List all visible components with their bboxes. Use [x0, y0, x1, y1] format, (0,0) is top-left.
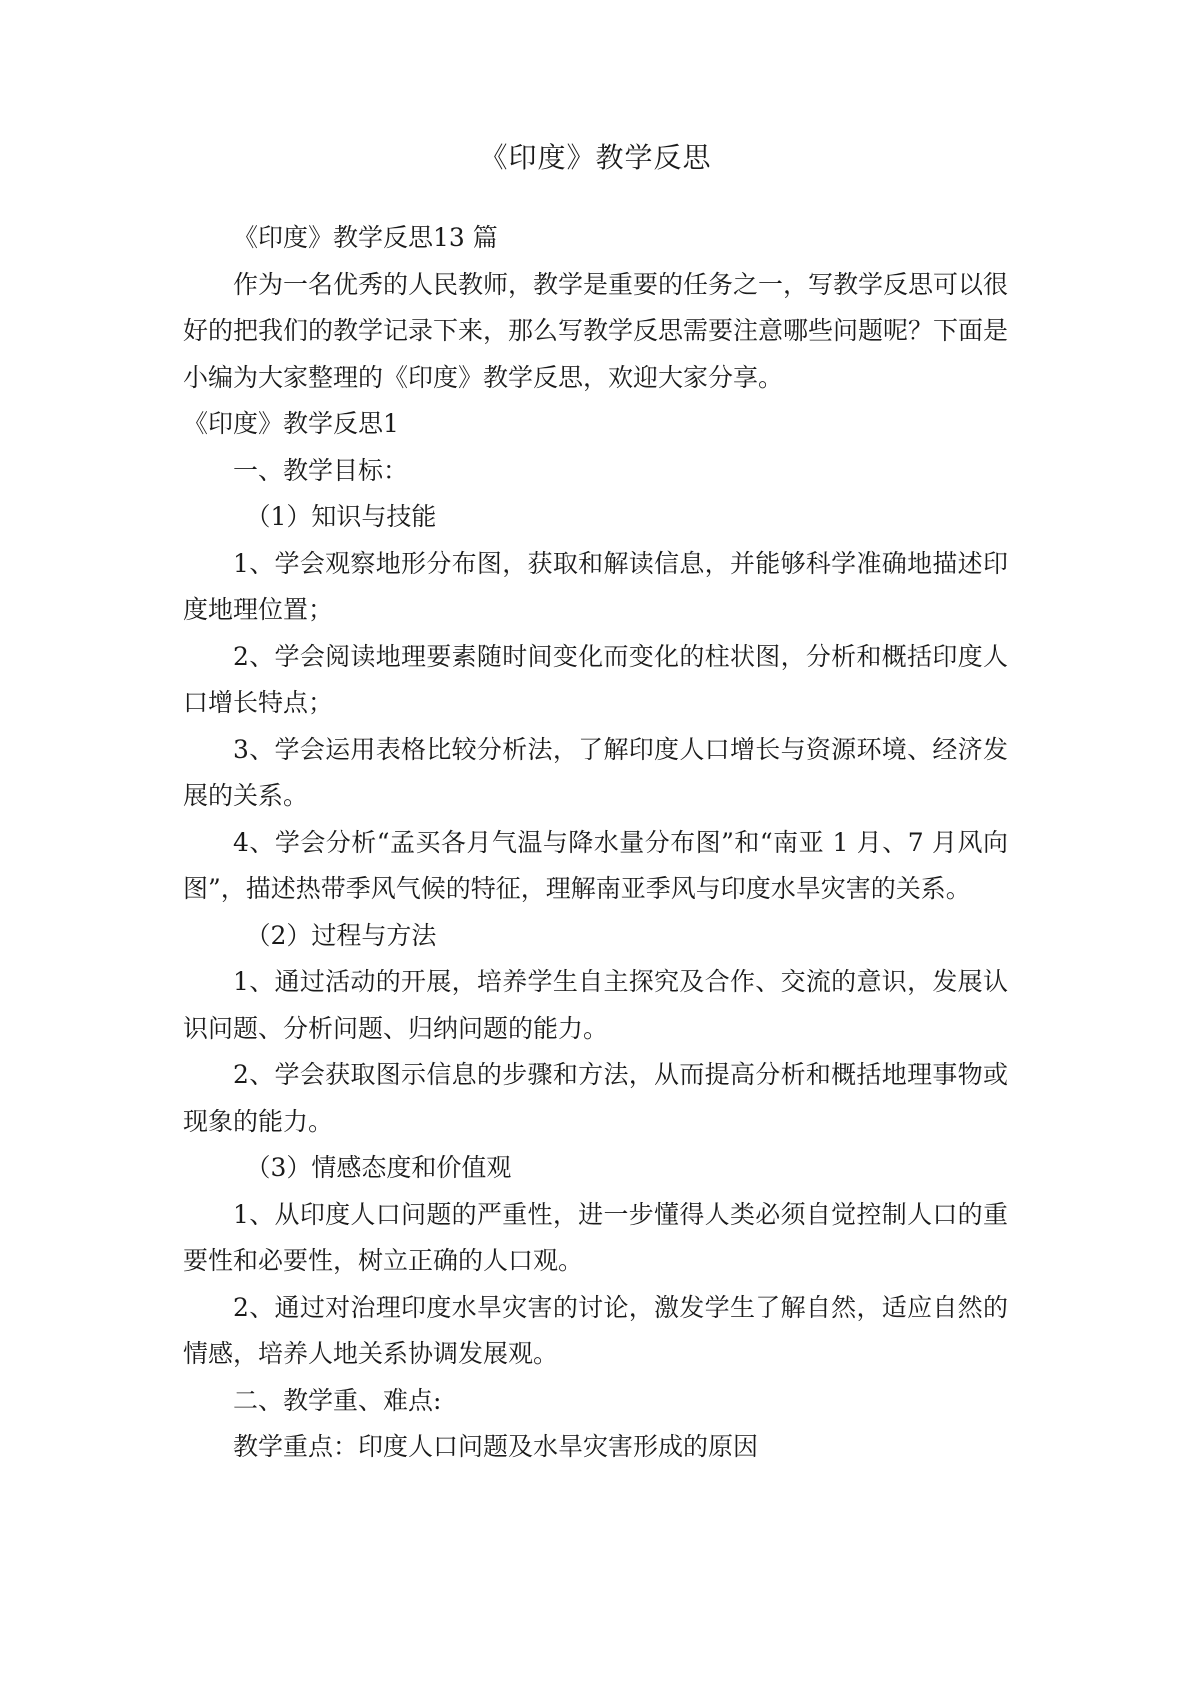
subheading-knowledge-skills: （1）知识与技能: [245, 502, 437, 531]
list-item: 3、学会运用表格比较分析法，了解印度人口增长与资源环境、经济发展的关系。: [183, 734, 1008, 810]
list-item: 4、学会分析“孟买各月气温与降水量分布图”和“南亚 1 月、7 月风向图”，描述热带季风气候的特征，理解南亚季风与印度水旱灾害的关系。: [183, 827, 1008, 903]
list-item: 2、学会阅读地理要素随时间变化而变化的柱状图，分析和概括印度人口增长特点；: [183, 641, 1008, 717]
document-body: [183, 215, 1008, 1471]
section-heading: 《印度》教学反思1: [183, 409, 399, 438]
document-title: 《印度》教学反思: [479, 141, 712, 174]
intro-paragraph: 作为一名优秀的人民教师，教学是重要的任务之一，写教学反思可以很好的把我们的教学记录下来，那么写教学反思需要注意哪些问题呢？下面是小编为大家整理的《印度》教学反思，欢迎大家分享。: [183, 269, 1009, 392]
subtitle-paragraph: 《印度》教学反思13 篇: [233, 223, 498, 252]
list-item: 1、通过活动的开展，培养学生自主探究及合作、交流的意识，发展认识问题、分析问题、归纳问题的能力。: [183, 967, 1008, 1043]
subheading-process-methods: （2）过程与方法: [245, 920, 437, 950]
key-point-paragraph: 教学重点：印度人口问题及水旱灾害形成的原因: [233, 1432, 759, 1461]
list-item: 2、学会获取图示信息的步骤和方法，从而提高分析和概括地理事物或现象的能力。: [183, 1060, 1008, 1136]
heading-teaching-goals: 一、教学目标：: [233, 455, 409, 485]
list-item: 1、学会观察地形分布图，获取和解读信息，并能够科学准确地描述印度地理位置；: [183, 548, 1008, 624]
subheading-attitude-values: （3）情感态度和价值观: [245, 1153, 512, 1182]
heading-key-points: 二、教学重、难点:: [233, 1385, 442, 1415]
list-item: 1、从印度人口问题的严重性，进一步懂得人类必须自觉控制人口的重要性和必要性，树立正确的人口观。: [183, 1199, 1008, 1275]
list-item: 2、通过对治理印度水旱灾害的讨论，激发学生了解自然，适应自然的情感，培养人地关系协调发展观。: [183, 1292, 1008, 1368]
